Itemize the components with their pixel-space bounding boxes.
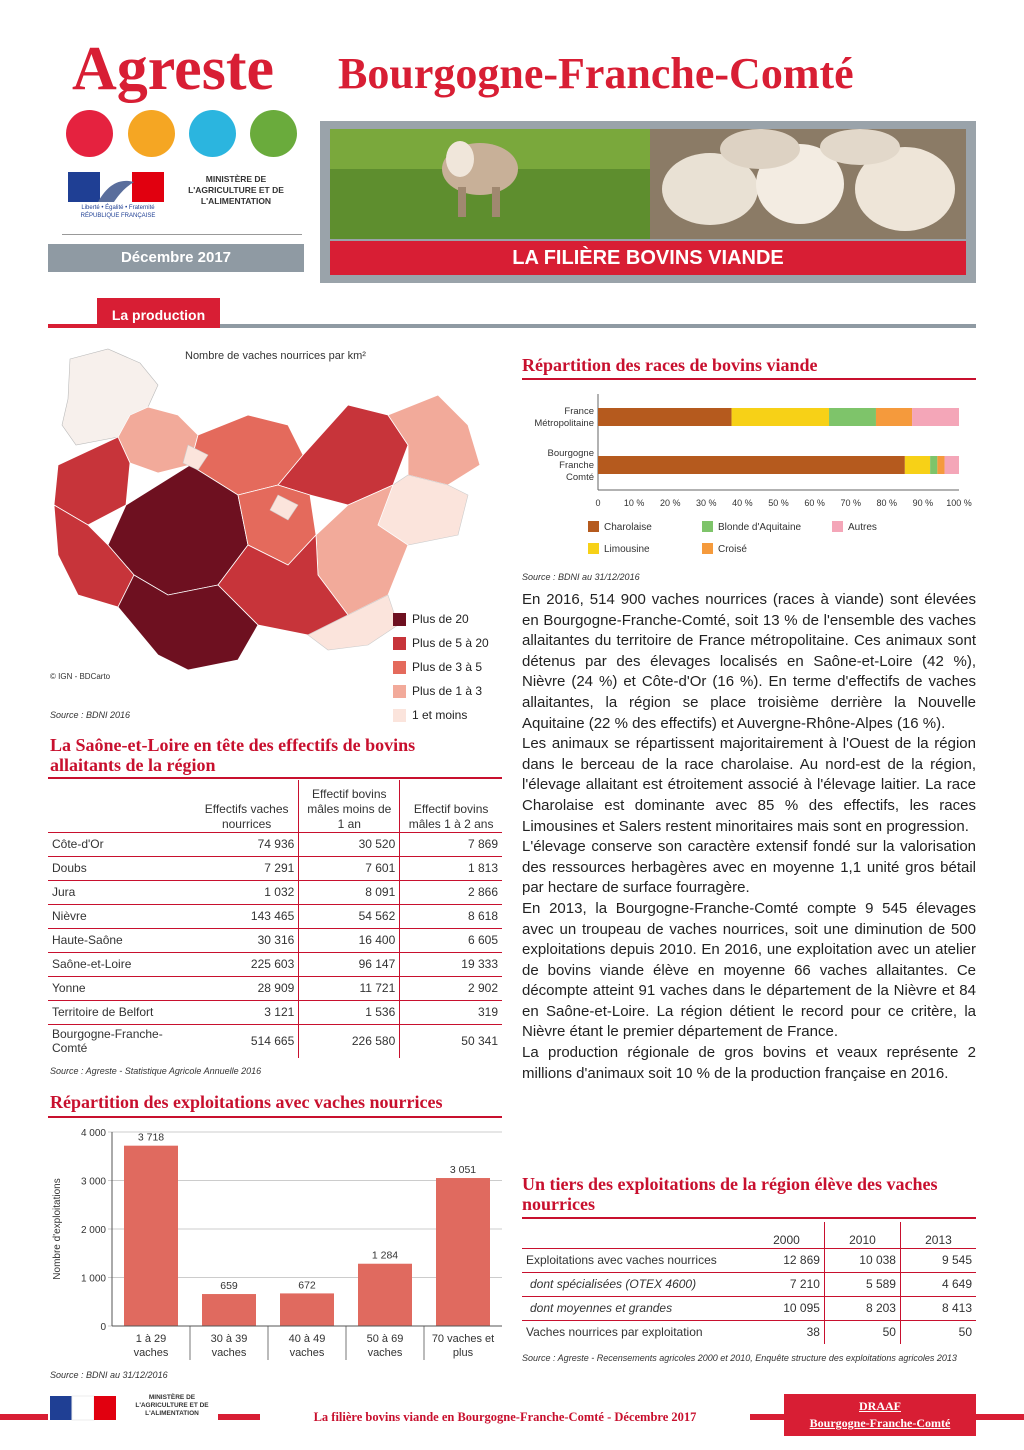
x-tick-label: 40 à 49 (288, 1333, 326, 1345)
table-cell: 74 936 (195, 832, 299, 856)
row-label: Bourgogne-Franche-Comté (48, 1024, 195, 1058)
footer-title: La filière bovins viande en Bourgogne-Franche-Comté - Décembre 2017 (260, 1408, 750, 1426)
bar-segment (732, 408, 829, 426)
legend-item (393, 607, 489, 631)
bar-segment (598, 456, 905, 474)
races-chart (522, 390, 984, 568)
republic-label: Liberté • Égalité • Fraternité RÉPUBLIQUE FRANÇAISE (80, 205, 156, 219)
table-cell: 10 095 (749, 1296, 825, 1320)
bar-segment (905, 456, 930, 474)
table-cell: 1 813 (400, 856, 502, 880)
section-tab: La production (97, 298, 220, 328)
legend-swatch (832, 521, 843, 532)
table-row (522, 1320, 976, 1344)
cattle-photo (330, 129, 966, 239)
draaf-badge (784, 1394, 976, 1436)
table-header: 2000 (773, 1232, 800, 1247)
tiers-source: Source : Agreste - Recensements agricoles 2000 et 2010, Enquête structure des exploitations agricoles 2013 (522, 1353, 957, 1363)
green-dot (250, 110, 297, 157)
legend-swatch (702, 543, 713, 554)
table-cell: 3 121 (195, 1000, 299, 1024)
legend-label: Limousine (604, 544, 650, 555)
legend-item (393, 703, 489, 727)
table-header: Effectif bovins mâles 1 à 2 ans (400, 780, 502, 832)
tiers-title: Un tiers des exploitations de la région élève des vaches nourrices (522, 1174, 938, 1214)
blue-dot (189, 110, 236, 157)
map-title: Nombre de vaches nourrices par km² (185, 350, 366, 362)
table-cell: 226 580 (299, 1024, 400, 1058)
table-header: 2010 (824, 1222, 900, 1248)
x-tick-label: 30 à 39 (210, 1333, 248, 1345)
bar (124, 1146, 178, 1326)
x-tick-label: vaches (133, 1347, 169, 1359)
bar (202, 1294, 256, 1326)
table-row (48, 856, 502, 880)
bar-segment (945, 456, 959, 474)
table-cell: 6 605 (400, 928, 502, 952)
table-cell: 7 869 (400, 832, 502, 856)
y-tick-label: 0 (100, 1322, 106, 1333)
orange-dot (128, 110, 175, 157)
paragraph: En 2013, la Bourgogne-Franche-Comté compte 9 545 élevages avec un troupeau de vaches nourrices, soit une diminution de 500 exploitations depuis 2010. En 2016, une exploitation avec un atelier de bovins viande élève en moyenne 66 vaches allaitantes. Ce décompte atteint 91 vaches dans le département de la Nièvre et 84 en Saône-et-Loire. La région détient le record pour ce critère, la Nièvre étant le premier département de France. (522, 899, 976, 1041)
table-cell: 50 (900, 1320, 976, 1344)
table-cell: 30 316 (195, 928, 299, 952)
bar-segment (829, 408, 876, 426)
tiers-table (522, 1222, 976, 1344)
legend-swatch (393, 685, 406, 698)
brand-logo: Agreste (72, 35, 274, 103)
data-label: 3 718 (137, 1131, 165, 1144)
table-cell: 11 721 (299, 976, 400, 1000)
legend-item (393, 679, 489, 703)
x-tick-label: 50 à 69 (366, 1333, 404, 1345)
title-banner: LA FILIÈRE BOVINS VIANDE (330, 241, 966, 275)
table-cell: 514 665 (195, 1024, 299, 1058)
table-header: Effectif bovins mâles moins de 1 an (299, 780, 400, 832)
table-row (48, 928, 502, 952)
y-tick-label: 1 000 (80, 1273, 106, 1285)
legend-swatch (588, 543, 599, 554)
table-row (48, 880, 502, 904)
table-cell: 1 536 (299, 1000, 400, 1024)
x-tick-label: 70 % (840, 498, 861, 508)
tiers-title-rule (522, 1217, 976, 1219)
y-tick-label: 2 000 (80, 1225, 106, 1236)
table-cell: 8 203 (824, 1296, 900, 1320)
table-cell: 7 291 (195, 856, 299, 880)
bar-segment (937, 456, 944, 474)
table-cell: 12 869 (749, 1248, 825, 1272)
data-label: 1 284 (371, 1249, 399, 1262)
legend-item (393, 631, 489, 655)
exploitations-chart (48, 1120, 504, 1368)
table-cell: 50 (824, 1320, 900, 1344)
effectifs-title: La Saône-et-Loire en tête des effectifs de bovins allaitants de la région (50, 735, 416, 775)
x-tick-label: 70 vaches et (431, 1333, 495, 1345)
bar (280, 1293, 334, 1326)
table-row (48, 1000, 502, 1024)
x-tick-label: 30 % (696, 498, 717, 508)
bar-segment (930, 456, 937, 474)
row-label: dont moyennes et grandes (522, 1296, 749, 1320)
races-source: Source : BDNI au 31/12/2016 (522, 572, 640, 582)
legend-swatch (702, 521, 713, 532)
legend-swatch (588, 521, 599, 532)
bar-segment (598, 408, 732, 426)
region-title: Bourgogne-Franche-Comté (338, 49, 854, 98)
x-tick-label: 20 % (659, 498, 681, 508)
table-cell: 225 603 (195, 952, 299, 976)
bar (436, 1178, 490, 1326)
table-row (522, 1296, 976, 1320)
row-label: Côte-d'Or (48, 832, 195, 856)
footer-ministry-label: MINISTÈRE DE L'AGRICULTURE ET DE L'ALIMENTATION (135, 1394, 209, 1417)
row-label: Saône-et-Loire (48, 952, 195, 976)
footer-logo-block (48, 1392, 218, 1440)
table-cell: 143 465 (195, 904, 299, 928)
table-cell: 5 589 (824, 1272, 900, 1296)
category-label: Bourgogne (547, 448, 594, 459)
x-tick-label: 50 % (768, 498, 789, 508)
paragraph: La production régionale de gros bovins et veaux représente 2 millions d'animaux soit 10 % de la production française en 2016. (522, 1044, 976, 1082)
legend-label: Plus de 20 (412, 612, 469, 626)
draaf-region-label: Bourgogne-Franche-Comté (809, 1416, 951, 1430)
table-cell: 2 866 (400, 880, 502, 904)
draaf-label: DRAAF (859, 1399, 901, 1413)
table-cell: 28 909 (195, 976, 299, 1000)
data-label: 672 (298, 1279, 316, 1292)
row-label: Jura (48, 880, 195, 904)
row-label: Territoire de Belfort (48, 1000, 195, 1024)
table-cell: 10 038 (824, 1248, 900, 1272)
table-cell: 2 902 (400, 976, 502, 1000)
bar (358, 1264, 412, 1326)
body-text (522, 590, 976, 1084)
marianne-logo-icon (50, 1394, 120, 1424)
legend-swatch (393, 661, 406, 674)
table-row (48, 832, 502, 856)
row-label: Yonne (48, 976, 195, 1000)
legend-swatch (393, 613, 406, 626)
table-cell: 30 520 (299, 832, 400, 856)
table-row (48, 904, 502, 928)
x-tick-label: plus (452, 1347, 474, 1359)
table-cell: 8 618 (400, 904, 502, 928)
x-tick-label: vaches (211, 1347, 247, 1359)
map-credit: © IGN - BDCarto (50, 672, 111, 681)
category-label: Métropolitaine (534, 418, 594, 429)
paragraph: L'élevage conserve son caractère extensif fondé sur la valorisation des ressources herbagères avec en moyenne 1,1 unité gros bétail par hectare de surface fourragère. (522, 838, 976, 897)
table-cell: 50 341 (400, 1024, 502, 1058)
bar-segment (876, 408, 912, 426)
table-cell: 16 400 (299, 928, 400, 952)
category-label: France (564, 406, 594, 417)
legend-label: Blonde d'Aquitaine (718, 522, 802, 533)
table-cell: 319 (400, 1000, 502, 1024)
data-label: 659 (220, 1280, 238, 1293)
table-header: Effectifs vaches nourrices (204, 801, 289, 831)
map-legend (393, 607, 489, 727)
table-cell: 8 413 (900, 1296, 976, 1320)
exploitations-title-rule (48, 1116, 502, 1118)
legend-label: Croisé (718, 544, 747, 555)
legend-swatch (393, 637, 406, 650)
legend-item (393, 655, 489, 679)
table-row (522, 1272, 976, 1296)
races-title: Répartition des races de bovins viande (522, 355, 818, 375)
x-tick-label: 60 % (804, 498, 825, 508)
exploitations-title: Répartition des exploitations avec vaches nourrices (50, 1092, 443, 1112)
bar-segment (912, 408, 959, 426)
row-label: Nièvre (48, 904, 195, 928)
effectifs-source: Source : Agreste - Statistique Agricole Annuelle 2016 (50, 1066, 262, 1076)
table-cell: 7 210 (749, 1272, 825, 1296)
row-label: Doubs (48, 856, 195, 880)
table-header: 2013 (900, 1222, 976, 1248)
x-tick-label: 100 % (946, 498, 972, 508)
exploitations-source: Source : BDNI au 31/12/2016 (50, 1370, 168, 1380)
legend-label: 1 et moins (412, 708, 468, 722)
table-header-blank (48, 780, 195, 832)
table-cell: 19 333 (400, 952, 502, 976)
table-cell: 7 601 (299, 856, 400, 880)
row-label: dont spécialisées (OTEX 4600) (522, 1272, 749, 1296)
category-label: Franche (559, 460, 594, 471)
x-tick-label: vaches (289, 1347, 325, 1359)
legend-label: Plus de 1 à 3 (412, 684, 483, 698)
x-tick-label: 40 % (732, 498, 753, 508)
red-dot (66, 110, 113, 157)
table-row (48, 952, 502, 976)
ministry-block (62, 168, 302, 236)
category-label: Comté (566, 472, 594, 483)
table-cell: 1 032 (195, 880, 299, 904)
y-tick-label: 4 000 (80, 1128, 106, 1139)
x-tick-label: 90 % (912, 498, 934, 508)
y-tick-label: 3 000 (80, 1176, 106, 1188)
row-label: Exploitations avec vaches nourrices (522, 1248, 749, 1272)
effectifs-table (48, 780, 502, 1058)
legend-swatch (393, 709, 406, 722)
table-row (522, 1248, 976, 1272)
map-source: Source : BDNI 2016 (50, 710, 131, 720)
table-header-blank (522, 1222, 749, 1248)
x-tick-label: vaches (367, 1347, 403, 1359)
table-row (48, 1024, 502, 1058)
row-label: Vaches nourrices par exploitation (522, 1320, 749, 1344)
effectifs-title-rule (48, 777, 502, 779)
paragraph: Les animaux se répartissent majoritairement à l'Ouest de la région dans le berceau de la race charolaise. Au nord-est de la région, l'élevage allaitant est étroitement associé à l'élevage laitier. La race Charolaise est dominante avec 85 % des effectifs, les races Limousines et Salers restent minoritaires mais sont en progression. (522, 735, 976, 835)
data-label: 3 051 (449, 1164, 477, 1177)
y-axis-label: Nombre d'exploitations (52, 1178, 63, 1280)
races-title-rule (522, 378, 976, 380)
table-cell: 38 (749, 1320, 825, 1344)
x-tick-label: 1 à 29 (135, 1333, 167, 1345)
table-cell: 8 091 (299, 880, 400, 904)
table-cell: 96 147 (299, 952, 400, 976)
table-cell: 4 649 (900, 1272, 976, 1296)
legend-label: Plus de 5 à 20 (412, 636, 489, 650)
header-photo-frame (320, 121, 976, 283)
table-row (48, 976, 502, 1000)
x-tick-label: 0 (595, 498, 601, 508)
date-bar: Décembre 2017 (48, 244, 304, 272)
legend-label: Autres (848, 522, 877, 533)
x-tick-label: 80 % (876, 498, 898, 508)
ministry-label: MINISTÈRE DE L'AGRICULTURE ET DE L'ALIMENTATION (188, 174, 284, 206)
table-cell: 54 562 (299, 904, 400, 928)
row-label: Haute-Saône (48, 928, 195, 952)
x-tick-label: 10 % (623, 498, 645, 508)
paragraph: En 2016, 514 900 vaches nourrices (races à viande) sont élevées en Bourgogne-Franche-Comté, soit 13 % de l'ensemble des vaches allaitantes du territoire de France métropolitaine. Ces animaux sont détenus par des élevages localisés en Saône-et-Loire (42 %), Nièvre (24 %) et Côte-d'Or (16 %). En terme d'effectifs de vaches allaitantes, la région se place troisième derrière la Nouvelle Aquitaine (22 % des effectifs) et Auvergne-Rhône-Alpes (16 %). (522, 591, 976, 732)
legend-label: Plus de 3 à 5 (412, 660, 483, 674)
legend-label: Charolaise (604, 522, 652, 533)
table-cell: 9 545 (900, 1248, 976, 1272)
